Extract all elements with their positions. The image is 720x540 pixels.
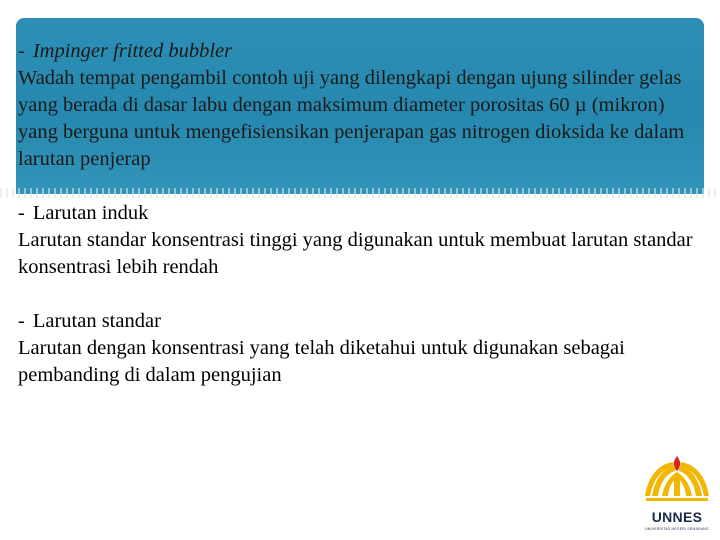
definition-term: Larutan standar <box>32 310 161 332</box>
definition-item <box>18 200 698 281</box>
definition-text: Wadah tempat pengambil contoh uji yang dilengkapi dengan ujung silinder gelas yang berada di dasar labu dengan maksimum diameter porositas 60 µ (mikron) yang berguna untuk mengefisiensikan penjerapan gas nitrogen dioksida ke dalam larutan penjerap <box>18 67 685 170</box>
definition-text: Larutan standar konsentrasi tinggi yang digunakan untuk membuat larutan standar konsentrasi lebih rendah <box>18 229 693 278</box>
definition-term-line <box>18 308 698 335</box>
logo-sublabel: UNIVERSITAS NEGERI SEMARANG <box>645 527 709 531</box>
dash-marker: - <box>18 40 25 62</box>
definition-term: Larutan induk <box>32 202 149 224</box>
definition-term-line <box>18 200 698 227</box>
dash-marker: - <box>18 202 25 224</box>
definition-item <box>18 308 698 389</box>
definition-term-line <box>18 38 698 65</box>
unnes-logo-icon <box>644 452 710 510</box>
unnes-logo <box>644 452 710 536</box>
dash-marker: - <box>18 310 25 332</box>
logo-label: UNNES <box>651 509 703 525</box>
definition-term: Impinger fritted bubbler <box>32 40 233 62</box>
definitions-list <box>18 38 698 389</box>
definition-text: Larutan dengan konsentrasi yang telah diketahui untuk digunakan sebagai pembanding di dalam pengujian <box>18 337 625 386</box>
definition-item <box>18 38 698 173</box>
